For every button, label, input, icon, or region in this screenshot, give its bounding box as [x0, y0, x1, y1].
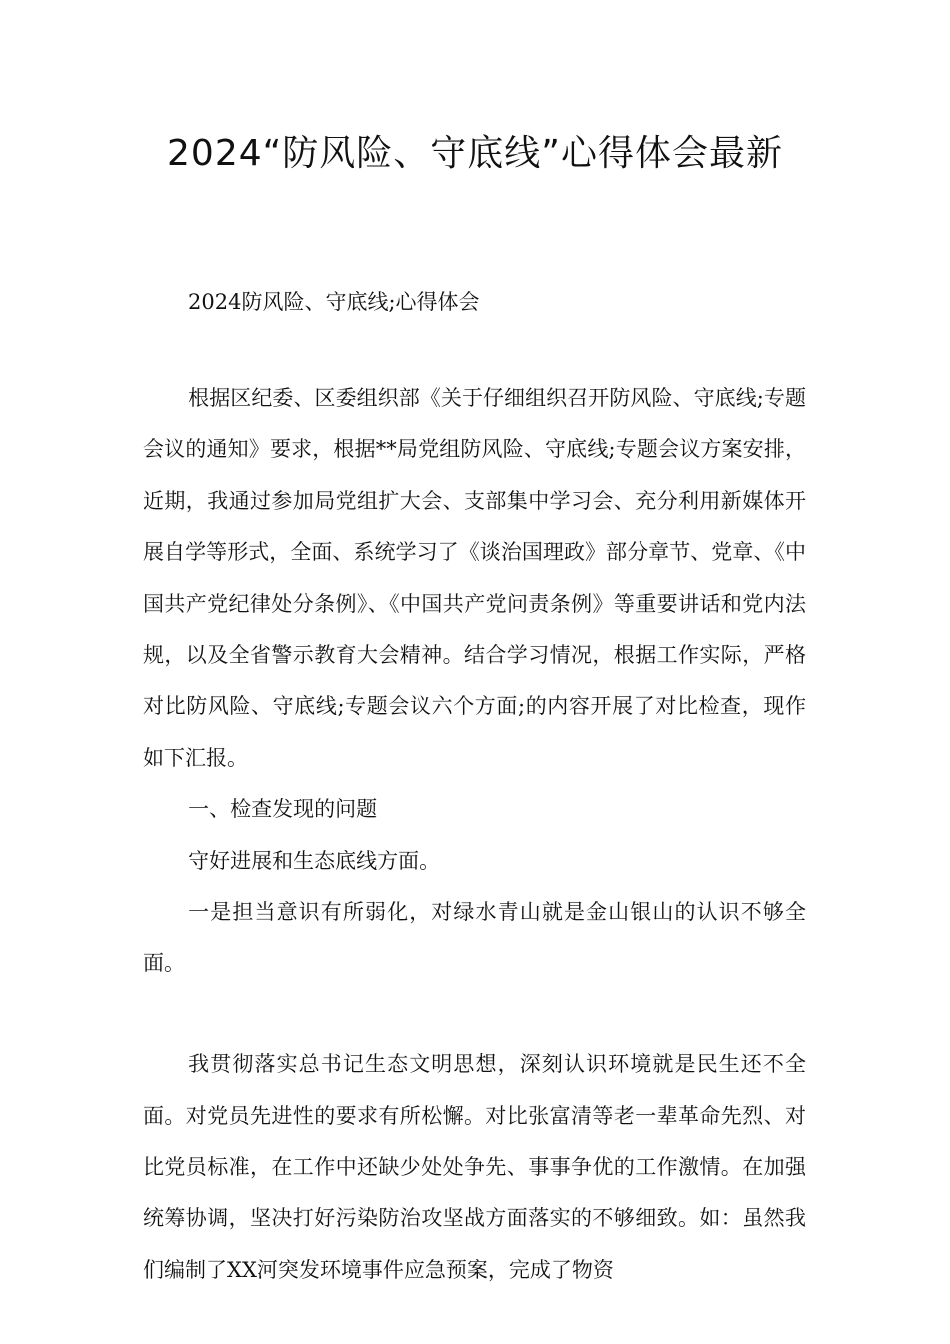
section-heading: 一、检查发现的问题: [188, 797, 378, 822]
document-body: [143, 373, 806, 1296]
paragraph-detail: 我贯彻落实总书记生态文明思想，深刻认识环境就是民生还不全面。对党员先进性的要求有所松懈。对比张富清等老一辈革命先烈、对比党员标准，在工作中还缺少处处争先、事事争优的工作激情。在加强统筹协调，坚决打好污染防治攻坚战方面落实的不够细致。如：虽然我们编制了XX河突发环境事件应急预案，完成了物资: [143, 1052, 806, 1282]
paragraph-intro: 根据区纪委、区委组织部《关于仔细组织召开防风险、守底线;专题会议的通知》要求，根据**局党组防风险、守底线;专题会议方案安排，近期，我通过参加局党组扩大会、支部集中学习会、充分利用新媒体开展自学等形式，全面、系统学习了《谈治国理政》部分章节、党章、《中国共产党纪律处分条例》、《中国共产党问责条例》等重要讲话和党内法规，以及全省警示教育大会精神。结合学习情况，根据工作实际，严格对比防风险、守底线;专题会议六个方面;的内容开展了对比检查，现作如下汇报。: [143, 386, 806, 770]
paragraph-point-one: 一是担当意识有所弱化，对绿水青山就是金山银山的认识不够全面。: [143, 900, 806, 976]
document-subtitle: 2024防风险、守底线;心得体会: [188, 290, 480, 314]
paragraph-gap: [143, 990, 806, 1041]
paragraph-subheading: 守好进展和生态底线方面。: [188, 848, 441, 873]
document-title: 2024“防风险、守底线”心得体会最新: [167, 133, 783, 174]
